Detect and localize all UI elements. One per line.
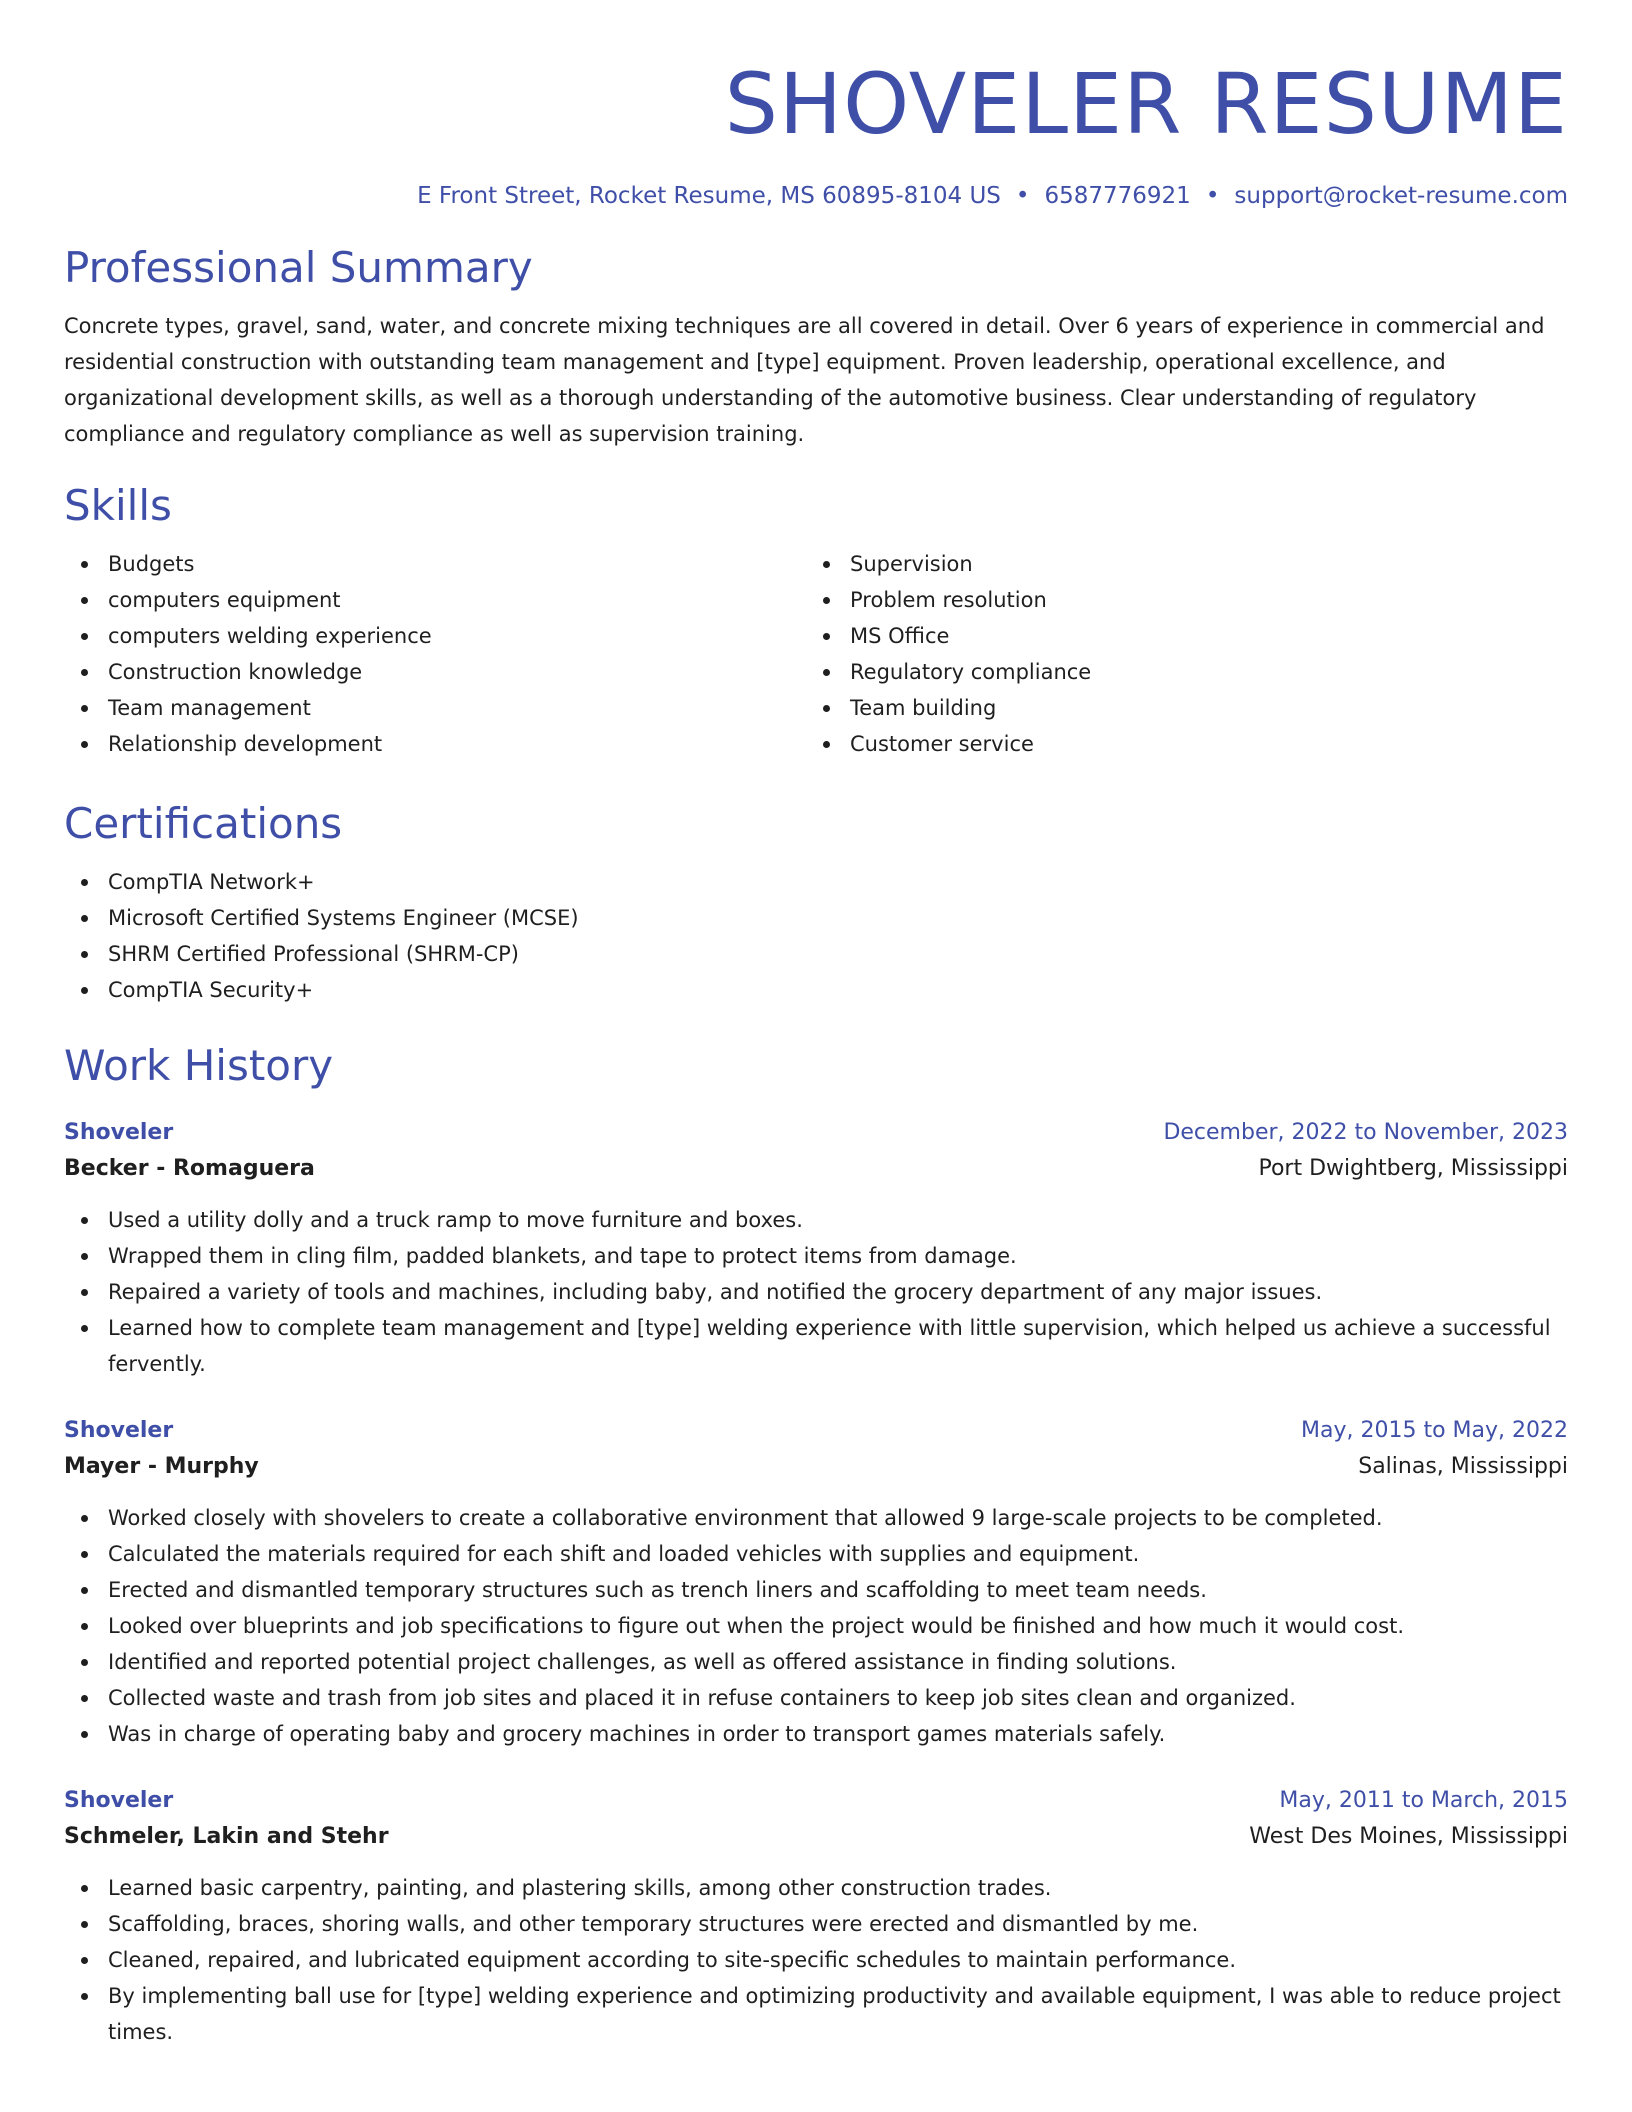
job-duty-item: Calculated the materials required for each shift and loaded vehicles with supplies and equipment. — [64, 1536, 1568, 1572]
resume-name: SHOVELER RESUME — [724, 55, 1568, 153]
skills-list-right — [806, 546, 1548, 762]
certification-item: Microsoft Certified Systems Engineer (MCSE) — [64, 900, 1568, 936]
skill-item: MS Office — [806, 618, 1548, 654]
skills-columns — [64, 546, 1568, 762]
contact-phone: 6587776921 — [1044, 183, 1191, 209]
job-entry — [64, 1116, 1568, 1382]
skill-item: Team management — [64, 690, 806, 726]
skill-item: Supervision — [806, 546, 1548, 582]
job-location: West Des Moines, Mississippi — [1249, 1824, 1568, 1849]
resume-page — [64, 0, 1568, 2050]
work-history-heading: Work History — [64, 1041, 334, 1090]
job-dates: May, 2015 to May, 2022 — [1301, 1418, 1568, 1443]
job-title-row — [64, 1414, 1568, 1448]
job-title: Shoveler — [64, 1120, 174, 1145]
certification-item: CompTIA Security+ — [64, 972, 1568, 1008]
job-title-row — [64, 1784, 1568, 1818]
job-duties-list — [64, 1870, 1568, 2050]
summary-heading: Professional Summary — [64, 243, 533, 292]
job-company-row — [64, 1150, 1568, 1188]
skill-item: Relationship development — [64, 726, 806, 762]
job-duty-item: Learned basic carpentry, painting, and plastering skills, among other construction trades. — [64, 1870, 1568, 1906]
skills-section — [64, 480, 1568, 762]
job-duty-item: Repaired a variety of tools and machines, including baby, and notified the grocery department of any major issues. — [64, 1274, 1568, 1310]
contact-line — [64, 180, 1568, 212]
job-duty-item: Wrapped them in cling film, padded blankets, and tape to protect items from damage. — [64, 1238, 1568, 1274]
job-company: Mayer - Murphy — [64, 1454, 259, 1479]
job-location: Port Dwightberg, Mississippi — [1258, 1156, 1568, 1181]
job-duty-item: Collected waste and trash from job sites and placed it in refuse containers to keep job sites clean and organized. — [64, 1680, 1568, 1716]
skill-item: Budgets — [64, 546, 806, 582]
skill-item: Team building — [806, 690, 1548, 726]
job-duty-item: Identified and reported potential project challenges, as well as offered assistance in finding solutions. — [64, 1644, 1568, 1680]
job-duty-item: Worked closely with shovelers to create a collaborative environment that allowed 9 large-scale projects to be completed. — [64, 1500, 1568, 1536]
job-title: Shoveler — [64, 1788, 174, 1813]
certifications-list — [64, 864, 1568, 1008]
job-title: Shoveler — [64, 1418, 174, 1443]
job-duty-item: Erected and dismantled temporary structures such as trench liners and scaffolding to meet team needs. — [64, 1572, 1568, 1608]
contact-separator: • — [1015, 183, 1030, 209]
skills-list-left — [64, 546, 806, 762]
job-duty-item: By implementing ball use for [type] welding experience and optimizing productivity and available equipment, I was able to reduce project times. — [64, 1978, 1568, 2050]
job-duties-list — [64, 1202, 1568, 1382]
skills-heading: Skills — [64, 481, 172, 530]
job-dates: May, 2011 to March, 2015 — [1279, 1788, 1568, 1813]
contact-address: E Front Street, Rocket Resume, MS 60895-8104 US — [417, 183, 1001, 209]
work-history-section — [64, 1040, 1568, 2050]
job-duty-item: Was in charge of operating baby and grocery machines in order to transport games materials safely. — [64, 1716, 1568, 1752]
summary-section — [64, 242, 1568, 452]
skill-item: computers welding experience — [64, 618, 806, 654]
job-dates: December, 2022 to November, 2023 — [1163, 1120, 1568, 1145]
resume-header — [64, 56, 1568, 212]
job-title-row — [64, 1116, 1568, 1150]
certifications-section — [64, 798, 1568, 1008]
job-company: Becker - Romaguera — [64, 1156, 315, 1181]
job-company-row — [64, 1818, 1568, 1856]
job-duty-item: Scaffolding, braces, shoring walls, and other temporary structures were erected and dismantled by me. — [64, 1906, 1568, 1942]
certifications-heading: Certifications — [64, 799, 343, 848]
job-duty-item: Learned how to complete team management and [type] welding experience with little supervision, which helped us achieve a successful fervently. — [64, 1310, 1568, 1382]
job-duty-item: Looked over blueprints and job specifications to figure out when the project would be finished and how much it would cost. — [64, 1608, 1568, 1644]
skill-item: computers equipment — [64, 582, 806, 618]
skill-item: Customer service — [806, 726, 1548, 762]
skill-item: Construction knowledge — [64, 654, 806, 690]
job-entry — [64, 1784, 1568, 2050]
contact-email: support@rocket-resume.com — [1234, 183, 1568, 209]
summary-text: Concrete types, gravel, sand, water, and concrete mixing techniques are all covered in detail. Over 6 years of experience in commercial and residential construction with outstanding team management and [type] equipment. Proven leadership, operational excellence, and organizational development skills, as well as a thorough understanding of the automotive business. Clear understanding of regulatory compliance and regulatory compliance as well as supervision training. — [64, 314, 1545, 446]
job-location: Salinas, Mississippi — [1358, 1454, 1568, 1479]
skill-item: Regulatory compliance — [806, 654, 1548, 690]
job-duty-item: Cleaned, repaired, and lubricated equipment according to site-specific schedules to maintain performance. — [64, 1942, 1568, 1978]
job-entry — [64, 1414, 1568, 1752]
skill-item: Problem resolution — [806, 582, 1548, 618]
job-company-row — [64, 1448, 1568, 1486]
certification-item: SHRM Certified Professional (SHRM-CP) — [64, 936, 1568, 972]
job-duties-list — [64, 1500, 1568, 1752]
job-company: Schmeler, Lakin and Stehr — [64, 1824, 389, 1849]
certification-item: CompTIA Network+ — [64, 864, 1568, 900]
job-duty-item: Used a utility dolly and a truck ramp to move furniture and boxes. — [64, 1202, 1568, 1238]
contact-separator: • — [1205, 183, 1220, 209]
